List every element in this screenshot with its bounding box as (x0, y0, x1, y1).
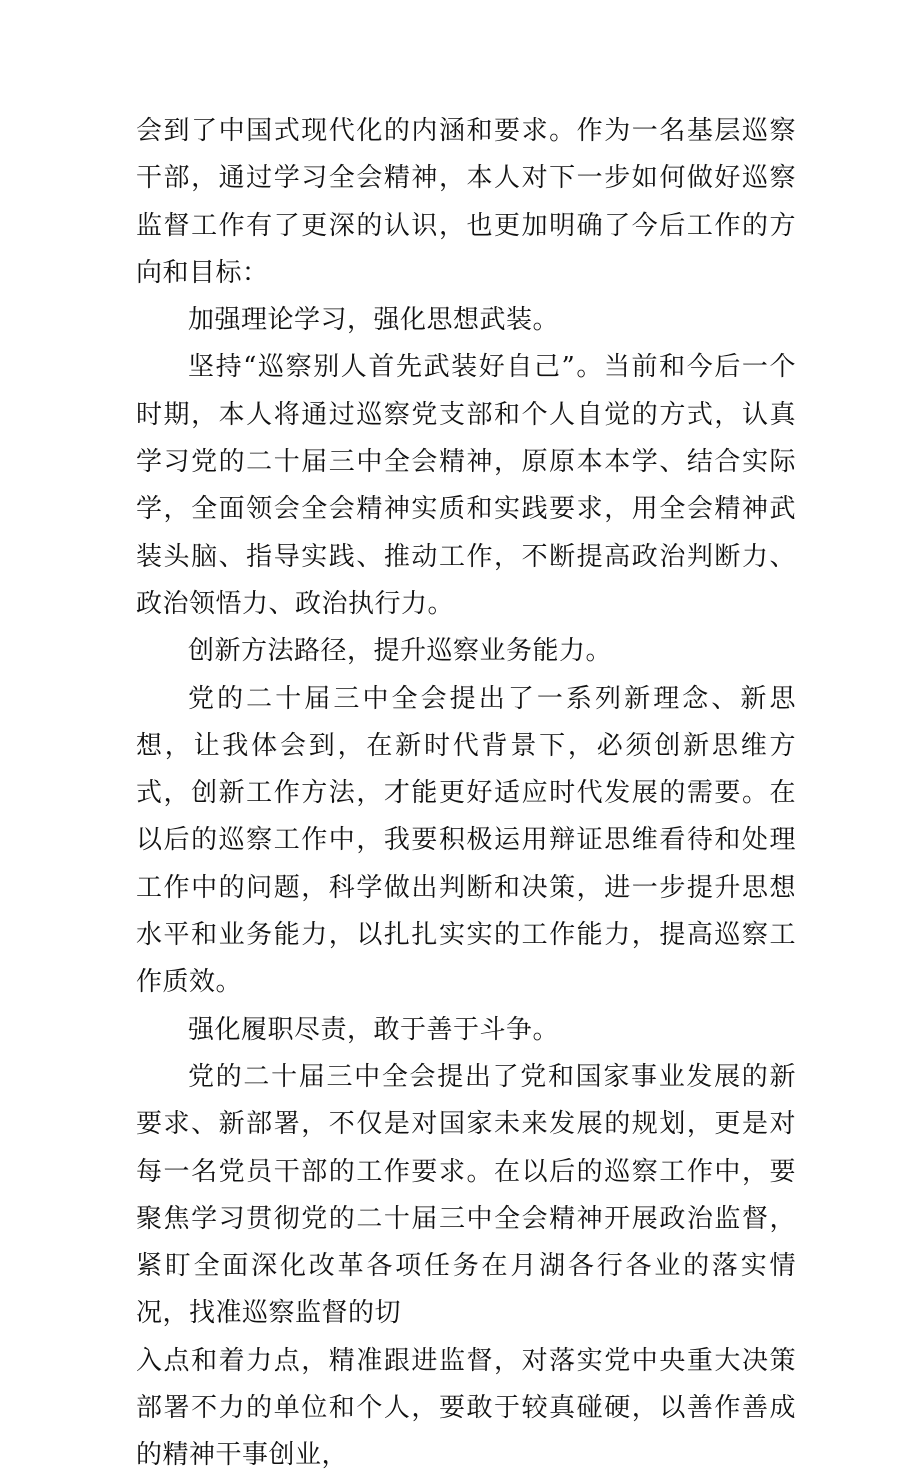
section-heading-innovation: 创新方法路径，提升巡察业务能力。 (188, 636, 613, 667)
paragraph-duty: 党的二十届三中全会提出了党和国家事业发展的新要求、新部署，不仅是对国家未来发展的规划，更是对每一名党员干部的工作要求。在以后的巡察工作中，要聚焦学习贯彻党的二十届三中全会精神开展政治监督，紧盯全面深化改革各项任务在月湖各行各业的落实情况，找准巡察监督的切 (136, 1061, 796, 1329)
paragraph-theory-study: 坚持“巡察别人首先武装好自己”。当前和今后一个时期，本人将通过巡察党支部和个人自觉的方式，认真学习党的二十届三中全会精神，原原本本学、结合实际学，全面领会全会精神实质和实践要求，用全会精神武装头脑、指导实践、推动工作，不断提高政治判断力、政治领悟力、政治执行力。 (136, 352, 796, 619)
paragraph-innovation: 党的二十届三中全会提出了一系列新理念、新思想，让我体会到，在新时代背景下，必须创新思维方式，创新工作方法，才能更好适应时代发展的需要。在以后的巡察工作中，我要积极运用辩证思维看待和处理工作中的问题，科学做出判断和决策，进一步提升思想水平和业务能力，以扎扎实实的工作能力，提高巡察工作质效。 (136, 683, 796, 998)
section-heading-theory-study: 加强理论学习，强化思想武装。 (188, 305, 560, 336)
paragraph-continuation: 会到了中国式现代化的内涵和要求。作为一名基层巡察干部，通过学习全会精神，本人对下一步如何做好巡察监督工作有了更深的认识，也更加明确了今后工作的方向和目标： (136, 116, 796, 288)
paragraph-duty-continued: 入点和着力点，精准跟进监督，对落实党中央重大决策部署不力的单位和个人，要敢于较真碰硬，以善作善成的精神干事创业， (136, 1345, 796, 1471)
document-body (136, 108, 796, 1480)
section-heading-duty: 强化履职尽责，敢于善于斗争。 (188, 1014, 560, 1045)
